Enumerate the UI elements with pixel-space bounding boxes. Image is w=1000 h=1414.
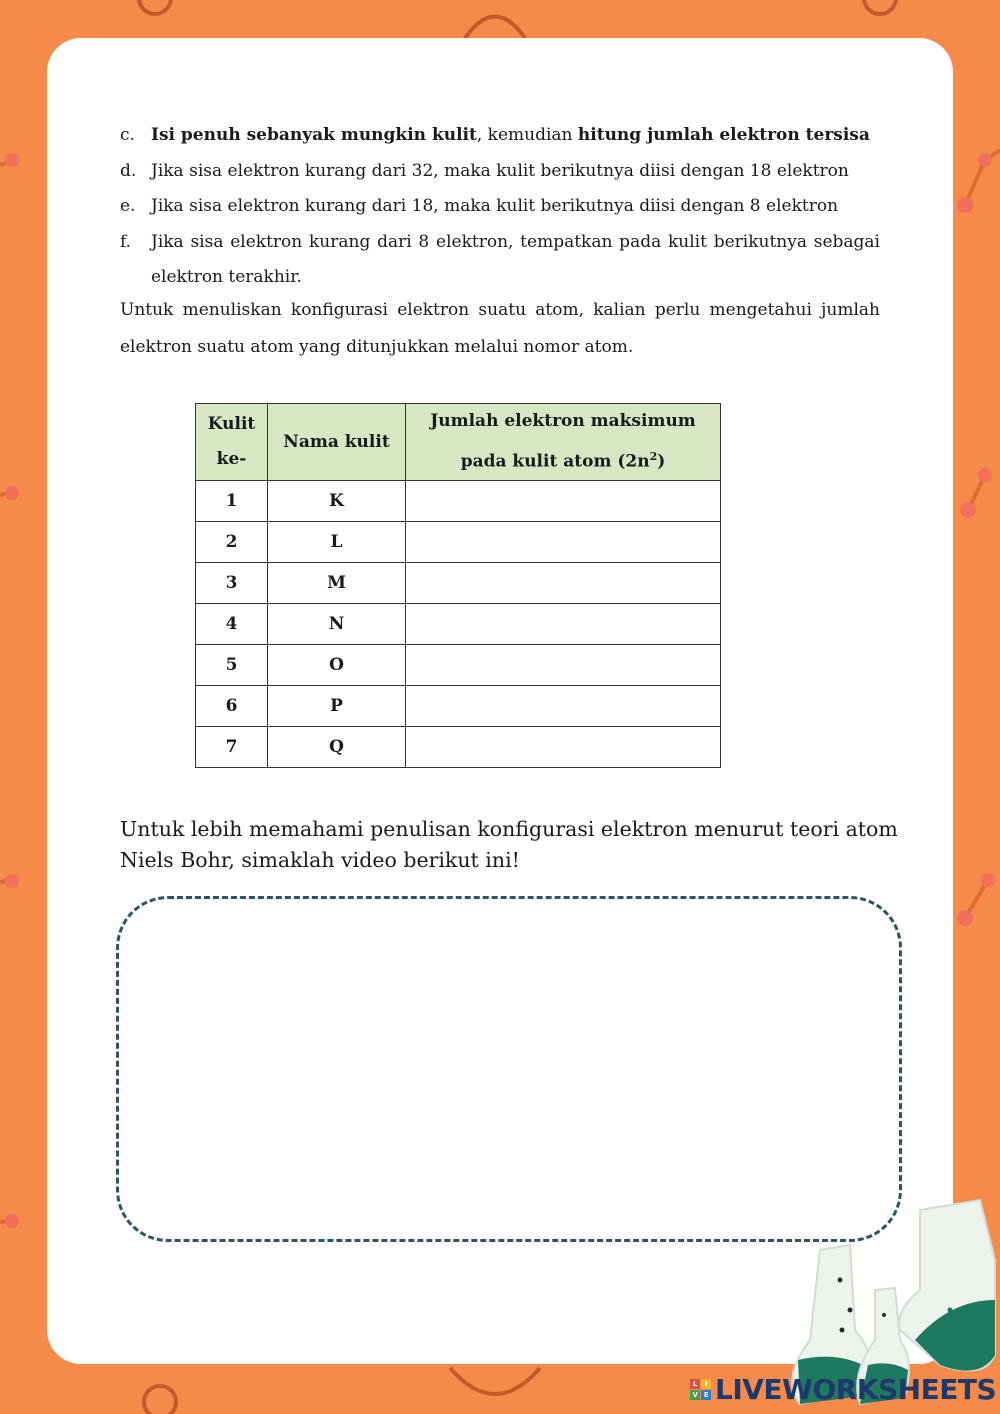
answer-cell[interactable] <box>406 645 721 686</box>
table-row <box>196 604 721 645</box>
instruction-list <box>120 118 880 296</box>
answer-cell[interactable] <box>406 481 721 522</box>
answer-cell[interactable] <box>406 727 721 768</box>
list-item <box>120 189 880 225</box>
list-marker: f. <box>120 231 132 252</box>
table-row <box>196 481 721 522</box>
bold-text: hitung jumlah elektron tersisa <box>577 125 870 145</box>
list-text: Jika sisa elektron kurang dari 18, maka kulit berikutnya diisi dengan 8 elektron <box>151 196 839 216</box>
shell-name: M <box>268 563 406 604</box>
shell-number: 3 <box>196 563 268 604</box>
shell-table <box>195 403 721 768</box>
answer-cell[interactable] <box>406 686 721 727</box>
shell-number: 5 <box>196 645 268 686</box>
list-text: Jika sisa elektron kurang dari 8 elektron, tempatkan pada kulit berikutnya sebagai elektron terakhir. <box>151 231 880 287</box>
shell-name: Q <box>268 727 406 768</box>
shell-number: 7 <box>196 727 268 768</box>
shell-number: 6 <box>196 686 268 727</box>
list-marker: d. <box>120 160 137 181</box>
table-header-row <box>196 404 721 481</box>
brand-name: LIVEWORKSHEETS <box>715 1373 997 1406</box>
header-shell-name: Nama kulit <box>268 404 406 481</box>
shell-name: N <box>268 604 406 645</box>
liveworksheets-logo-icon: L I V E <box>690 1379 711 1400</box>
shell-name: K <box>268 481 406 522</box>
table-row <box>196 727 721 768</box>
list-text: Jika sisa elektron kurang dari 32, maka kulit berikutnya diisi dengan 18 elektron <box>151 160 849 181</box>
table-row <box>196 686 721 727</box>
shell-number: 4 <box>196 604 268 645</box>
bold-text: Isi penuh sebanyak mungkin kulit <box>151 125 477 145</box>
list-marker: e. <box>120 196 136 216</box>
shell-name: L <box>268 522 406 563</box>
answer-cell[interactable] <box>406 563 721 604</box>
shell-number: 2 <box>196 522 268 563</box>
intro-paragraph: Untuk menuliskan konfigurasi elektron suatu atom, kalian perlu mengetahui jumlah elektron suatu atom yang ditunjukkan melalui nomor atom. <box>120 300 880 357</box>
answer-cell[interactable] <box>406 522 721 563</box>
list-marker: c. <box>120 125 135 145</box>
answer-cell[interactable] <box>406 604 721 645</box>
list-text: , kemudian <box>476 125 578 145</box>
video-intro-text: Untuk lebih memahami penulisan konfigurasi elektron menurut teori atom Niels Bohr, simaklah video berikut ini! <box>120 817 898 872</box>
header-shell-number: Kulit ke- <box>196 404 268 481</box>
list-item <box>120 154 880 190</box>
shell-name: O <box>268 645 406 686</box>
list-item <box>120 225 880 296</box>
shell-number: 1 <box>196 481 268 522</box>
table-row <box>196 522 721 563</box>
table-row <box>196 563 721 604</box>
shell-name: P <box>268 686 406 727</box>
list-item <box>120 118 880 154</box>
header-max-electrons: Jumlah elektron maksimum pada kulit atom $(2n^2)$ <box>406 404 721 481</box>
table-row <box>196 645 721 686</box>
liveworksheets-logo <box>690 1373 996 1406</box>
